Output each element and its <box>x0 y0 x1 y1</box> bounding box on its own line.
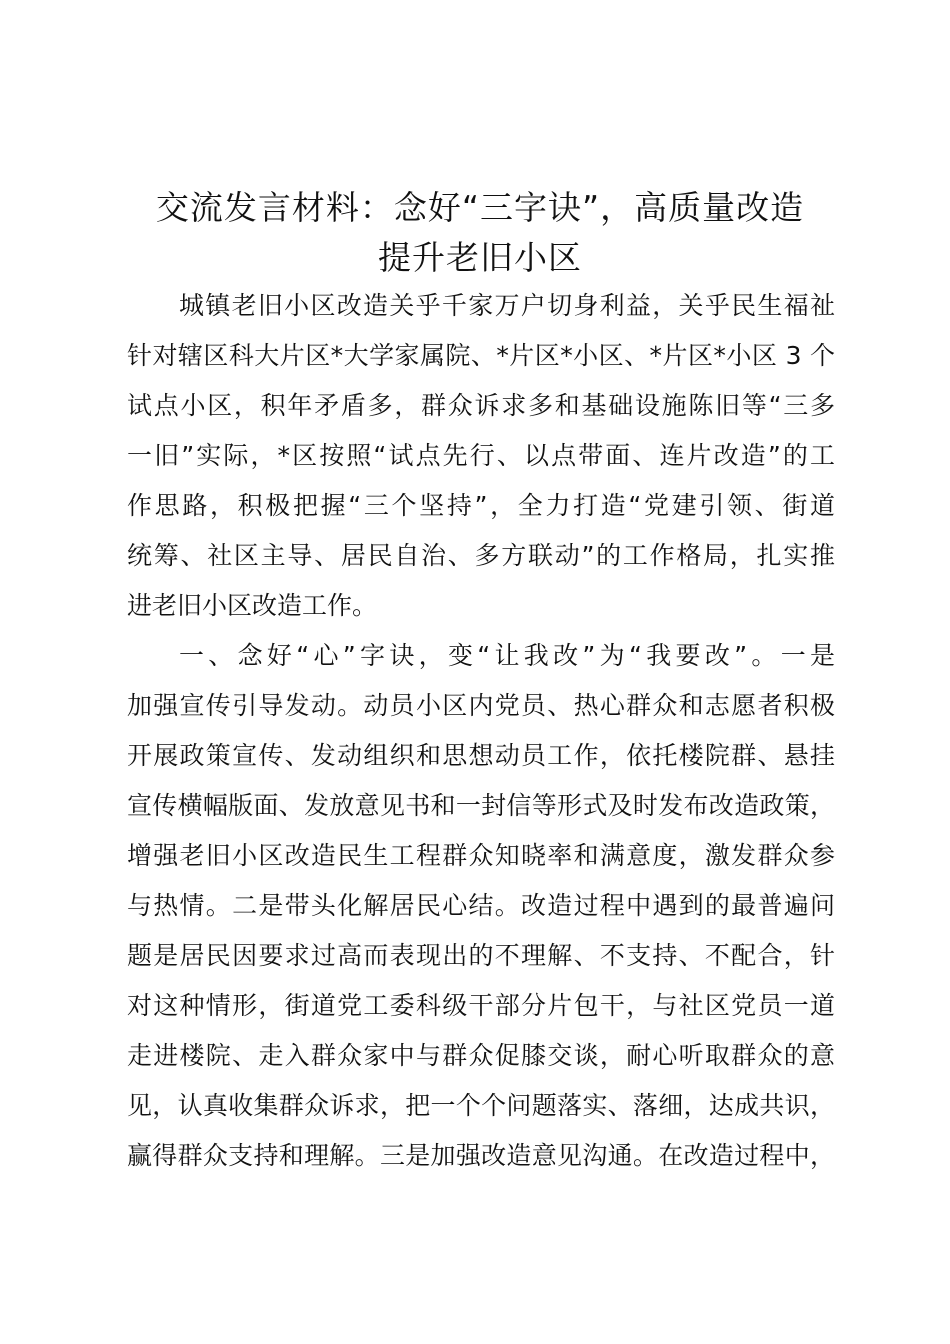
text-line: 一、念好“心”字诀，变“让我改”为“我要改”。一是 <box>179 641 835 670</box>
text-line: 对这种情形，街道党工委科级干部分片包干，与社区党员一道 <box>127 991 835 1020</box>
text-line: 城镇老旧小区改造关乎千家万户切身利益，关乎民生福祉 <box>179 291 835 320</box>
text-line: 宣传横幅版面、发放意见书和一封信等形式及时发布改造政策， <box>127 791 835 820</box>
paragraph-section-1 <box>127 631 835 1181</box>
text-line: 加强宣传引导发动。动员小区内党员、热心群众和志愿者积极 <box>127 691 835 720</box>
text-line: 见，认真收集群众诉求，把一个个问题落实、落细，达成共识， <box>127 1091 835 1120</box>
text-line: 针对辖区科大片区*大学家属院、*片区*小区、*片区*小区 3 个 <box>127 341 835 370</box>
text-line: 作思路，积极把握“三个坚持”，全力打造“党建引领、街道 <box>127 491 835 520</box>
text-line: 赢得群众支持和理解。三是加强改造意见沟通。在改造过程中， <box>127 1141 835 1170</box>
text-line: 增强老旧小区改造民生工程群众知晓率和满意度，激发群众参 <box>127 841 835 870</box>
text-line: 一旧”实际，*区按照“试点先行、以点带面、连片改造”的工 <box>127 441 835 470</box>
text-line: 走进楼院、走入群众家中与群众促膝交谈，耐心听取群众的意 <box>127 1041 835 1070</box>
text-line: 题是居民因要求过高而表现出的不理解、不支持、不配合，针 <box>127 941 835 970</box>
title-line-1: 交流发言材料：念好“三字诀”，高质量改造 <box>155 188 805 227</box>
document-title <box>110 183 850 283</box>
text-line: 统筹、社区主导、居民自治、多方联动”的工作格局，扎实推 <box>127 541 835 570</box>
paragraph-intro <box>127 281 835 631</box>
text-line: 进老旧小区改造工作。 <box>127 591 378 620</box>
text-line: 与热情。二是带头化解居民心结。改造过程中遇到的最普遍问 <box>127 891 835 920</box>
text-line: 试点小区，积年矛盾多，群众诉求多和基础设施陈旧等“三多 <box>127 391 835 420</box>
title-line-2: 提升老旧小区 <box>378 238 582 277</box>
text-line: 开展政策宣传、发动组织和思想动员工作，依托楼院群、悬挂 <box>127 741 835 770</box>
document-body <box>127 281 835 1181</box>
